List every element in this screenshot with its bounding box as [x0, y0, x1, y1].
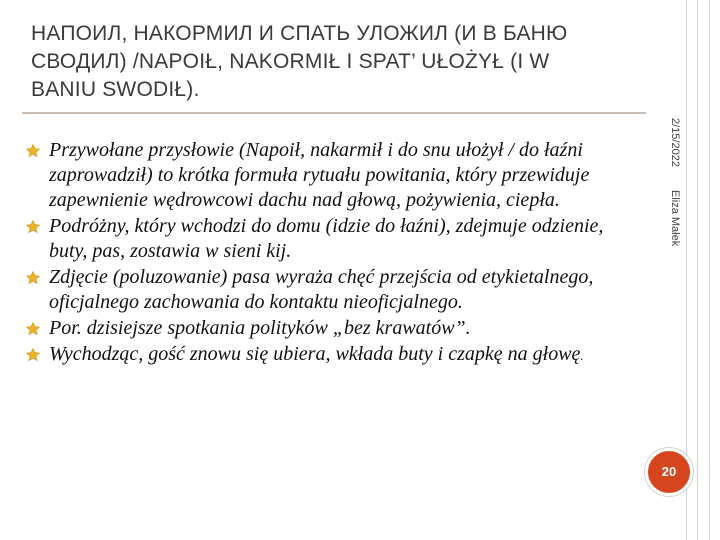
list-item: [24, 342, 634, 368]
slide-title: НАПОИЛ, НАКОРМИЛ И СПАТЬ УЛОЖИЛ (И В БАНЮ СВОДИЛ) /NAPOIŁ, NAKORMIŁ I SPAT’ UŁOŻYŁ (I W BANIU SWODIŁ).: [31, 22, 568, 101]
slide-date: 2/15/2022: [669, 118, 681, 167]
list-item-text: Wychodząc, gość znowu się ubiera, wkłada buty i czapkę na głowę: [49, 343, 581, 365]
page-number-badge: 20: [645, 448, 693, 496]
star-icon: [26, 322, 40, 336]
star-icon: [26, 220, 40, 234]
list-item-text: Podróżny, który wchodzi do domu (idzie do łaźni), zdejmuje odzienie, buty, pas, zostawia w sieni kij.: [49, 215, 604, 262]
list-item: [24, 138, 634, 213]
title-divider: [22, 112, 646, 114]
list-item-text: Por. dzisiejsze spotkania polityków „bez krawatów”.: [49, 317, 471, 339]
list-item: [24, 265, 634, 315]
star-icon: [26, 271, 40, 285]
decorative-line: [697, 0, 698, 540]
decorative-line: [709, 0, 710, 540]
list-item-end: .: [580, 348, 584, 363]
list-item-text: Zdjęcie (poluzowanie) pasa wyraża chęć przejścia od etykietalnego, oficjalnego zachowania do kontaktu nieoficjalnego.: [49, 266, 594, 313]
star-icon: [26, 144, 40, 158]
list-item-text: Przywołane przysłowie (Napoił, nakarmił i do snu ułożył / do łaźni zaprowadził) to krótka formuła rytuału powitania, który przewiduje zapewnienie wędrowcowi dachu nad głową, pożywienia, ciepła.: [49, 139, 590, 211]
star-icon: [26, 348, 40, 362]
bullet-list: [24, 138, 634, 369]
slide-author: Eliza Małek: [669, 190, 681, 247]
list-item: [24, 214, 634, 264]
list-item: [24, 316, 634, 341]
